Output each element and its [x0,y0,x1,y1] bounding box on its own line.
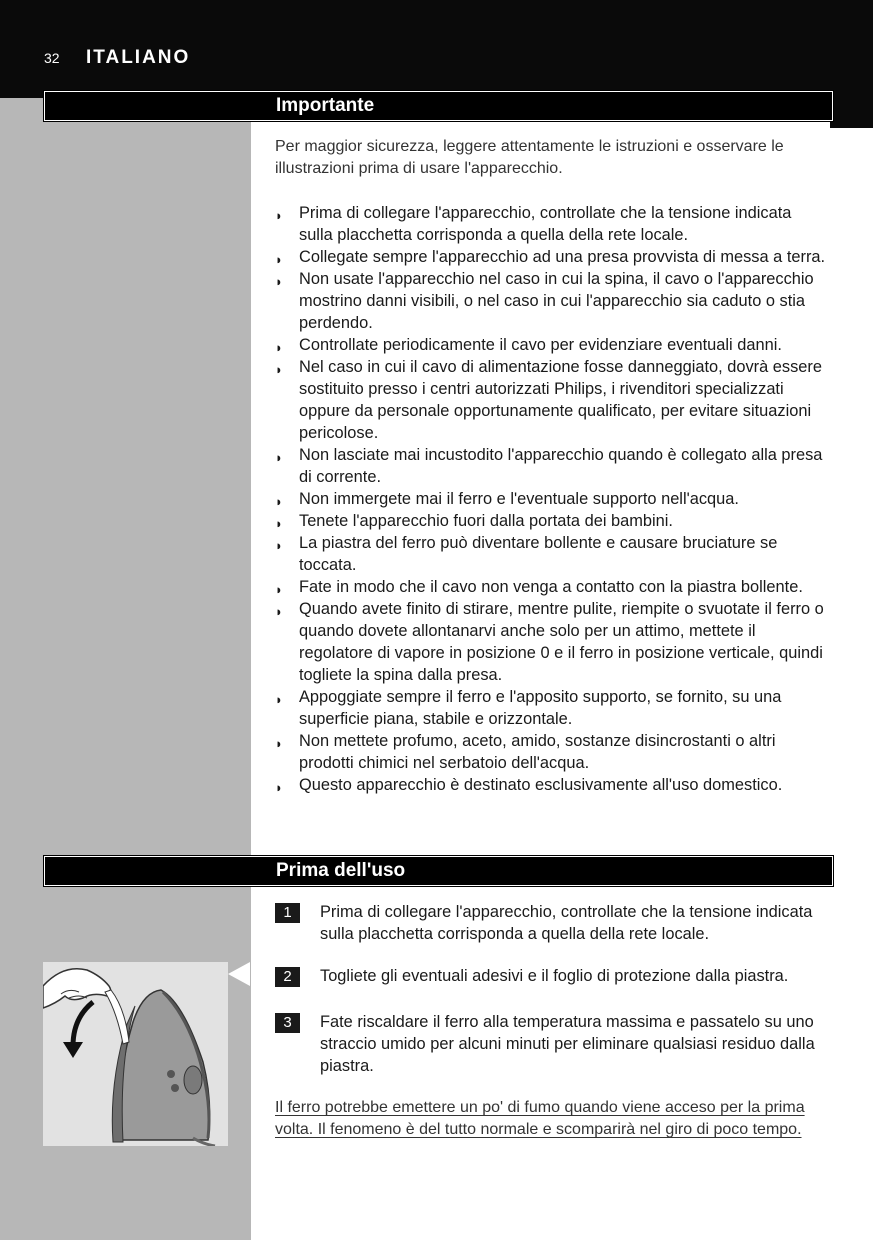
list-item: ◗ Non mettete profumo, aceto, amido, sostanze disincrostanti o altri prodotti chimici nel serbatoio dell'acqua. [275,732,776,772]
half-circle-bullet-icon: ◗ [275,780,283,795]
list-item: ◗ Non lasciate mai incustodito l'apparecchio quando è collegato alla presa di corrente. [275,446,823,486]
hand-shape [43,969,111,1008]
arrow-head-shape [63,1042,83,1058]
list-item: ◗ Non immergete mai il ferro e l'eventuale supporto nell'acqua. [275,488,827,510]
half-circle-bullet-icon: ◗ [275,538,283,553]
step-number-badge: 1 [275,903,300,923]
half-circle-bullet-icon: ◗ [275,692,283,707]
page-number: 32 [44,50,60,66]
list-item: ◗ Non usate l'apparecchio nel caso in cui la spina, il cavo o l'apparecchio mostrino danni visibili, o nel caso in cui l'apparecchio sia caduto o stia perdendo. [275,270,814,332]
half-circle-bullet-icon: ◗ [275,582,283,597]
list-item: ◗ Fate in modo che il cavo non venga a contatto con la piastra bollente. [275,576,827,598]
section-title: Prima dell'uso [276,860,406,881]
iron-dial-shape [184,1066,202,1094]
section-heading-importante [44,91,833,121]
list-item: ◗ Tenete l'apparecchio fuori dalla portata dei bambini. [275,510,827,532]
safety-bullet-list [275,202,827,796]
half-circle-bullet-icon: ◗ [275,494,283,509]
header-band-right-tab [830,98,873,128]
note-text: Il ferro potrebbe emettere un po' di fumo quando viene acceso per la prima volta. Il fenomeno è del tutto normale e scomparirà nel giro di poco tempo. [275,1099,805,1138]
note-paragraph [275,1097,827,1141]
list-item: ◗ Nel caso in cui il cavo di alimentazione fosse danneggiato, dovrà essere sostituito presso i centri autorizzati Philips, i rivenditori specializzati oppure da personale opportunamente qualificato, per evitare situazioni pericolose. [275,358,822,442]
list-item: ◗ Collegate sempre l'apparecchio ad una presa provvista di messa a terra. [275,246,827,268]
list-item: ◗ La piastra del ferro può diventare bollente e causare bruciature se toccata. [275,534,778,574]
list-item: ◗ Appoggiate sempre il ferro e l'apposito supporto, se fornito, su una superficie piana, stabile e orizzontale. [275,688,782,728]
sticker-strip-shape [105,990,129,1044]
half-circle-bullet-icon: ◗ [275,208,283,223]
list-item: ◗ Questo apparecchio è destinato esclusivamente all'uso domestico. [275,774,827,796]
half-circle-bullet-icon: ◗ [275,274,283,289]
iron-peeling-sticker-illustration [43,962,228,1146]
half-circle-bullet-icon: ◗ [275,362,283,377]
half-circle-bullet-icon: ◗ [275,252,283,267]
half-circle-bullet-icon: ◗ [275,516,283,531]
list-item: ◗ Controllate periodicamente il cavo per evidenziare eventuali danni. [275,334,827,356]
iron-illustration-svg [43,962,228,1146]
half-circle-bullet-icon: ◗ [275,450,283,465]
iron-button-shape [171,1084,179,1092]
half-circle-bullet-icon: ◗ [275,340,283,355]
step-number-badge: 2 [275,967,300,987]
intro-paragraph: Per maggior sicurezza, leggere attentamente le istruzioni e osservare le illustrazioni prima di usare l'apparecchio. [275,138,784,177]
language-title: ITALIANO [86,47,191,68]
step-text: Prima di collegare l'apparecchio, controllate che la tensione indicata sulla placchetta corrisponda a quella della rete locale. [320,903,813,943]
section-title: Importante [276,95,375,116]
half-circle-bullet-icon: ◗ [275,736,283,751]
half-circle-bullet-icon: ◗ [275,604,283,619]
list-item: ◗ Prima di collegare l'apparecchio, controllate che la tensione indicata sulla placchetta corrisponda a quella della rete locale. [275,204,792,244]
step-text: Fate riscaldare il ferro alla temperatura massima e passatelo su uno straccio umido per alcuni minuti per eliminare qualsiasi residuo dalla piastra. [320,1013,815,1075]
section-heading-prima-dell-uso [44,856,833,886]
illustration-pointer [228,962,250,986]
list-item: ◗ Quando avete finito di stirare, mentre pulite, riempite o svuotate il ferro o quando dovete allontanarvi anche solo per un attimo, mettete il regolatore di vapore in posizione 0 e il ferro in posizione verticale, quindi togliete la spina dalla presa. [275,600,824,684]
step-text: Togliete gli eventuali adesivi e il foglio di protezione dalla piastra. [320,967,789,985]
step-number-badge: 3 [275,1013,300,1033]
curved-arrow-shape [73,1002,93,1046]
iron-button-shape [167,1070,175,1078]
header-band [0,0,873,98]
